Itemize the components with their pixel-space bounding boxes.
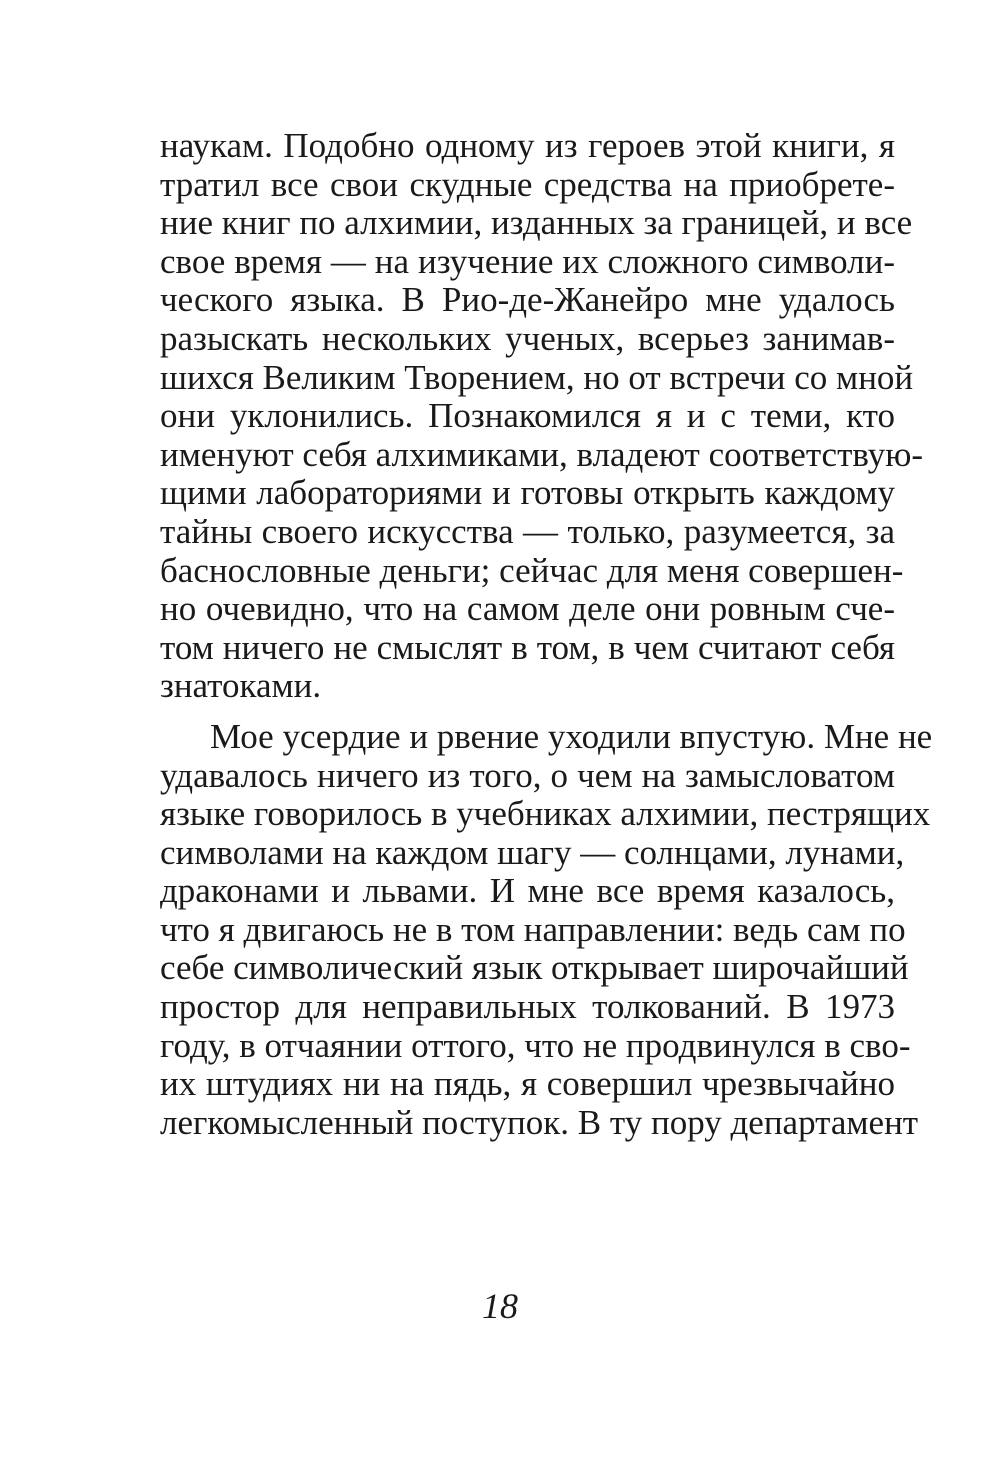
text-line: шихся Великим Творением, но от встречи со мной bbox=[160, 357, 914, 397]
text-line: они уклонились. Познакомился я и с теми, кто bbox=[160, 396, 895, 436]
text-line: баснословные деньги; сейчас для меня совершен- bbox=[160, 550, 904, 590]
text-line: тайны своего искусства — только, разумеется, за bbox=[160, 511, 895, 551]
text-line: разыскать нескольких ученых, всерьез занимав- bbox=[160, 318, 895, 358]
text-line: их штудиях ни на пядь, я совершил чрезвычайно bbox=[160, 1064, 895, 1104]
text-line: щими лабораториями и готовы открыть каждому bbox=[160, 473, 895, 513]
text-line: языке говорилось в учебниках алхимии, пестрящих bbox=[160, 794, 931, 834]
text-line: но очевидно, что на самом деле они ровным сче- bbox=[160, 589, 895, 629]
text-line: знатоками. bbox=[160, 666, 322, 706]
text-line: году, в отчаянии оттого, что не продвинулся в сво- bbox=[160, 1025, 911, 1065]
text-line: удавалось ничего из того, о чем на замысловатом bbox=[160, 755, 895, 795]
text-line: наукам. Подобно одному из героев этой книги, я bbox=[160, 126, 895, 165]
text-line: Мое усердие и рвение уходили впустую. Мне не bbox=[210, 716, 933, 756]
text-line: том ничего не смыслят в том, в чем считают себя bbox=[160, 627, 895, 667]
page-number: 18 bbox=[482, 1286, 518, 1326]
text-line: свое время — на изучение их сложного символи- bbox=[160, 241, 895, 281]
text-line: простор для неправильных толкований. В 1973 bbox=[160, 987, 895, 1027]
text-line: что я двигаюсь не в том направлении: ведь сам по bbox=[160, 909, 906, 949]
text-line: себе символический язык открывает широчайший bbox=[160, 948, 909, 988]
text-line: ние книг по алхимии, изданных за границей, и все bbox=[160, 203, 913, 243]
paragraph-1 bbox=[160, 126, 924, 706]
text-line: ческого языка. В Рио-де-Жанейро мне удалось bbox=[160, 280, 895, 320]
paragraph-2 bbox=[160, 716, 933, 1143]
text-line: легкомысленный поступок. В ту пору департамент bbox=[160, 1102, 919, 1142]
body-text bbox=[160, 126, 933, 1142]
text-line: тратил все свои скудные средства на приобрете- bbox=[160, 164, 895, 204]
text-line: драконами и львами. И мне все время казалось, bbox=[160, 871, 895, 911]
text-line: символами на каждом шагу — солнцами, лунами, bbox=[160, 832, 905, 872]
text-line: именуют себя алхимиками, владеют соответствую- bbox=[160, 434, 924, 474]
